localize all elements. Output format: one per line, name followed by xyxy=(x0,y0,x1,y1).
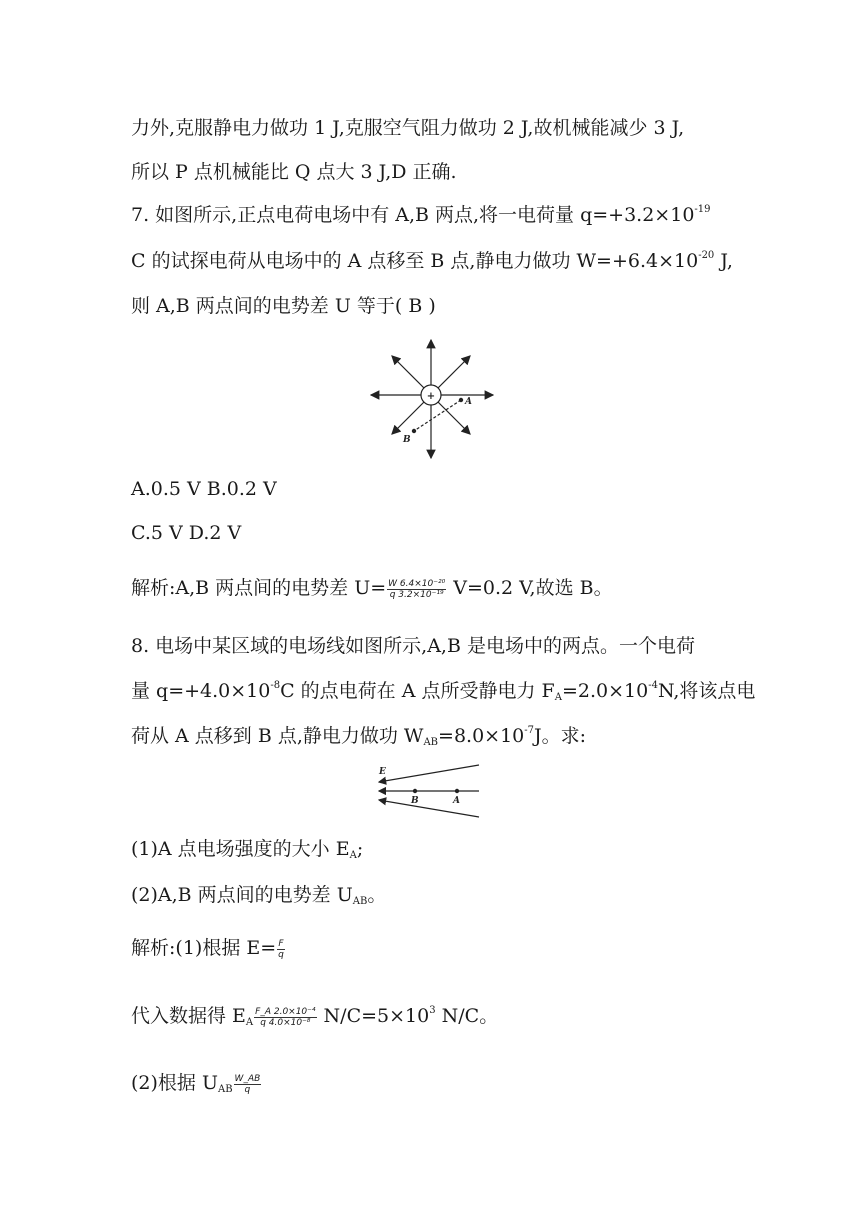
part-1-end: ; xyxy=(356,838,364,860)
sol7-numerator: W 6.4×10⁻²⁰ xyxy=(388,578,446,589)
question-7-line-2 xyxy=(131,249,733,273)
question-7-line-3: 则 A,B 两点间的电势差 U 等于( B ) xyxy=(131,295,436,317)
q8-text-2: C 的点电荷在 A 点所受静电力 F xyxy=(280,680,555,702)
options-a-b: A.0.5 V B.0.2 V xyxy=(131,478,277,500)
q8-text-4: N,将该点电 xyxy=(657,680,756,702)
sol7-text-2: V=0.2 V,故选 B。 xyxy=(447,577,613,599)
q7-text: 7. 如图所示,正点电荷电场中有 A,B 两点,将一电荷量 q=+3.2×10 xyxy=(131,204,695,226)
point-b-label: B xyxy=(403,435,411,445)
question-8-line-1: 8. 电场中某区域的电场线如图所示,A,B 是电场中的两点。一个电荷 xyxy=(131,635,695,657)
question-8-line-2 xyxy=(131,679,755,703)
q8-text-5: 荷从 A 点移到 B 点,静电力做功 W xyxy=(131,725,424,747)
q8-exponent-2: -4 xyxy=(648,680,658,691)
sol8-2-text-2: N/C=5×10 xyxy=(317,1005,430,1027)
part-2-text: (2)A,B 两点间的电势差 U xyxy=(131,884,353,906)
q7-exponent-2: -20 xyxy=(698,250,715,261)
sol7-text: 解析:A,B 两点间的电势差 U= xyxy=(131,577,387,599)
sol8-3-subscript: AB xyxy=(217,1084,233,1095)
sol8-2-text-3: N/C。 xyxy=(435,1005,499,1027)
sol7-denominator: q 3.2×10⁻¹⁹ xyxy=(389,589,444,600)
solution-8-step-1 xyxy=(131,936,286,960)
sol8-3-fraction xyxy=(234,1074,262,1095)
part-1 xyxy=(131,837,363,861)
point-charge-field-figure xyxy=(368,336,496,462)
sol8-2-text: 代入数据得 E xyxy=(131,1005,246,1027)
q7-exponent: -19 xyxy=(694,204,711,215)
text-line-2: 所以 P 点机械能比 Q 点大 3 J,D 正确. xyxy=(131,161,457,183)
sol8-1-fraction xyxy=(277,939,285,960)
q7-text-3: J, xyxy=(714,250,733,272)
sol7-fraction xyxy=(387,579,446,600)
positive-charge-label: + xyxy=(426,391,436,402)
sol8-2-numerator: F_A 2.0×10⁻⁴ xyxy=(255,1006,316,1017)
sol8-2-exponent: 3 xyxy=(429,1005,436,1016)
question-7-line-1 xyxy=(131,203,711,227)
point-a-label-2: A xyxy=(453,796,460,806)
options-c-d: C.5 V D.2 V xyxy=(131,522,242,544)
field-e-label: E xyxy=(379,767,386,777)
sol8-2-subscript: A xyxy=(245,1017,254,1028)
sol8-3-text: (2)根据 U xyxy=(131,1072,218,1094)
field-lines-figure xyxy=(373,762,485,822)
q8-text-6: =8.0×10 xyxy=(438,725,525,747)
sol8-1-numerator: F xyxy=(278,938,284,949)
part-1-text: (1)A 点电场强度的大小 E xyxy=(131,838,350,860)
q8-text: 量 q=+4.0×10 xyxy=(131,680,271,702)
point-b-label-2: B xyxy=(411,796,419,806)
solution-7 xyxy=(131,576,613,600)
q8-subscript: A xyxy=(554,692,562,703)
sol8-3-denominator: q xyxy=(244,1084,251,1095)
question-8-line-3 xyxy=(131,724,586,748)
sol8-3-numerator: W_AB xyxy=(234,1073,261,1084)
q8-text-7: J。求: xyxy=(534,725,587,747)
part-1-subscript: A xyxy=(349,850,357,861)
sol8-2-denominator: q 4.0×10⁻⁸ xyxy=(260,1017,311,1028)
q8-text-3: =2.0×10 xyxy=(561,680,649,702)
q7-text-2: C 的试探电荷从电场中的 A 点移至 B 点,静电力做功 W=+6.4×10 xyxy=(131,250,699,272)
part-2 xyxy=(131,883,386,907)
sol8-1-denominator: q xyxy=(278,949,284,960)
sol8-2-fraction xyxy=(254,1007,316,1028)
point-a-label: A xyxy=(465,397,472,407)
part-2-subscript: AB xyxy=(352,896,368,907)
q8-exponent: -8 xyxy=(270,680,281,691)
sol8-1-text: 解析:(1)根据 E= xyxy=(131,937,277,959)
solution-8-step-3 xyxy=(131,1071,262,1095)
solution-8-step-2 xyxy=(131,1004,498,1028)
q8-exponent-3: -7 xyxy=(524,725,535,736)
text-line-1: 力外,克服静电力做功 1 J,克服空气阻力做功 2 J,故机械能减少 3 J, xyxy=(131,117,685,139)
part-2-end: 。 xyxy=(367,884,387,906)
q8-subscript-2: AB xyxy=(423,737,439,748)
